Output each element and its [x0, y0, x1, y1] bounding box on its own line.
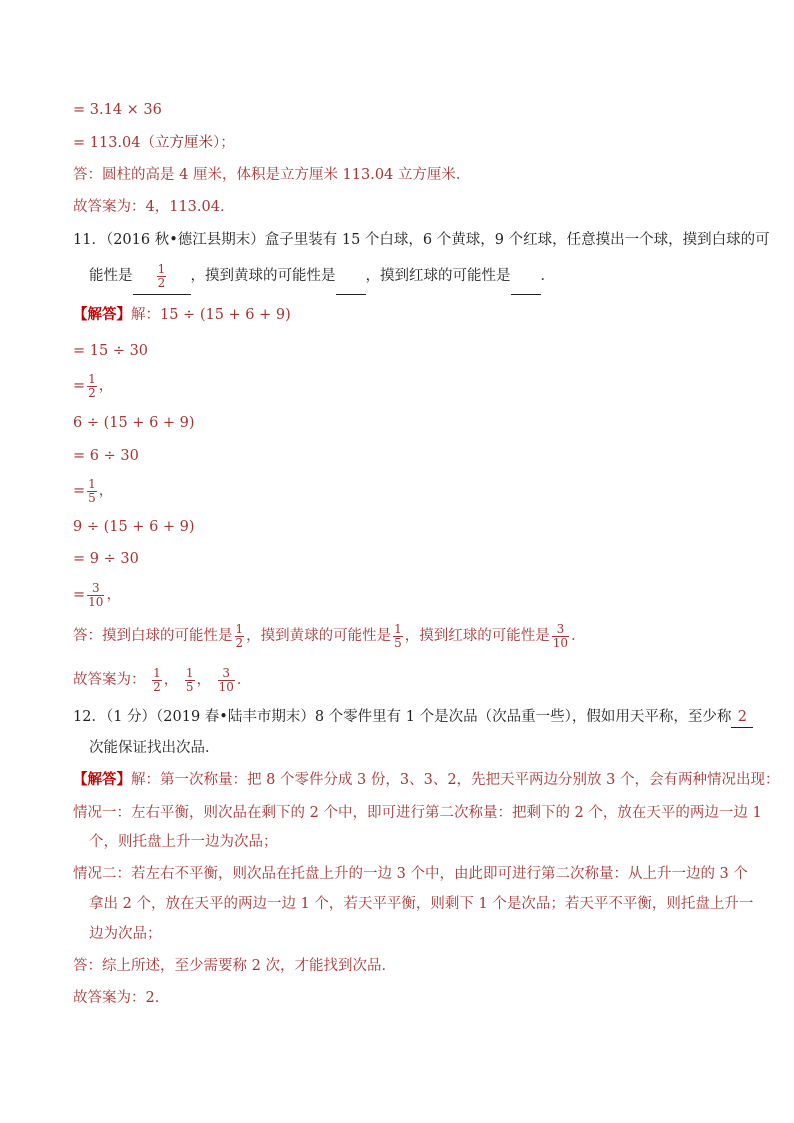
solution-12-line-4: 情况二：若左右不平衡，则次品在托盘上升的一边 3 个中，由此即可进行第二次称量：从上升一边的 3 个	[73, 866, 748, 882]
fraction-numerator: 3	[87, 582, 104, 596]
solution-11-line-1	[73, 305, 291, 325]
solution-12-line-3: 个，则托盘上升一边为次品；	[89, 834, 278, 850]
final-answer-12: 故答案为：2．	[73, 990, 170, 1006]
unit-text: 立方厘米	[155, 135, 213, 151]
final-answer-10: 故答案为：4，113.04．	[73, 199, 235, 215]
answer-text-3: ，摸到红球的可能性是	[404, 628, 550, 644]
fraction-denominator: 5	[88, 490, 96, 505]
separator: ，	[196, 672, 211, 688]
q11-text-2: ，摸到黄球的可能性是	[190, 268, 336, 284]
solution-11-line-3	[73, 368, 113, 404]
fraction-numerator: 3	[552, 623, 569, 637]
q11-blank-1	[133, 258, 191, 295]
equals-sign: =	[73, 587, 86, 603]
solution-11-line-9	[73, 577, 121, 613]
answer-fraction-1	[235, 623, 245, 650]
question-11-line-1: 11．（2016 秋•德江县期末）盒子里装有 15 个白球，6 个黄球，9 个红球，任意摸出一个球，摸到白球的可	[73, 232, 770, 248]
fraction-numerator: 1	[153, 665, 161, 680]
q11-text-4: ．	[540, 268, 555, 284]
solution-11-line-8: = 9 ÷ 30	[73, 551, 139, 567]
equals-sign: =	[73, 483, 86, 499]
solution-12-line-2: 情况一：左右平衡，则次品在剩下的 2 个中，即可进行第二次称量：把剩下的 2 个，放在天平的两边一边 1	[73, 805, 762, 821]
final-answer-end: ．	[236, 672, 252, 688]
fraction-denominator: 5	[394, 635, 402, 650]
comma: ，	[98, 483, 114, 499]
final-answer-label: 故答案为：	[73, 672, 146, 688]
comma: ，	[106, 587, 121, 603]
q11-text-3: ，摸到红球的可能性是	[365, 268, 511, 284]
answer-12: 答：综上所述，至少需要称 2 次，才能找到次品．	[73, 958, 396, 974]
fraction-numerator: 3	[218, 667, 235, 681]
final-fraction-1	[152, 667, 162, 694]
question-11-line-2	[89, 258, 555, 294]
calc-line-2-value: = 113.04（	[73, 135, 155, 151]
calc-line-2-end: ）；	[213, 135, 235, 151]
fraction-numerator: 1	[235, 621, 244, 636]
fraction-denominator: 2	[157, 275, 166, 290]
solution-tag: 【解答】	[73, 771, 131, 788]
fraction-numerator: 1	[185, 665, 194, 680]
q12-text: 12．（1 分）（2019 春•陆丰市期末）8 个零件里有 1 个是次品（次品重一些），假如用天平称，至少称	[73, 709, 732, 725]
solution-11-line-7: 9 ÷ (15 + 6 + 9)	[73, 519, 195, 535]
answer-text-1: 答：摸到白球的可能性是	[73, 628, 233, 644]
q11-blank-3	[511, 258, 541, 295]
solution-11-line-6	[73, 473, 113, 509]
fraction-denominator: 2	[88, 385, 96, 400]
answer-fraction-3	[552, 623, 569, 650]
answer-11	[73, 618, 586, 654]
solution-12-line-5: 拿出 2 个，放在天平的两边一边 1 个，若天平平衡，则剩下 1 个是次品；若天平不平衡，则托盘上升一	[89, 896, 754, 912]
fraction-denominator: 5	[185, 679, 194, 694]
solution-11-line-4: 6 ÷ (15 + 6 + 9)	[73, 415, 195, 431]
question-12-line-1	[73, 707, 753, 728]
question-12-line-2: 次能保证找出次品．	[89, 740, 220, 756]
solution-12-line-6: 边为次品；	[89, 926, 162, 942]
solution-12-text: 解：第一次称量：把 8 个零件分成 3 份，3、3、2，先把天平两边分别放 3 个，会有两种情况出现：	[131, 772, 780, 788]
comma: ，	[98, 378, 114, 394]
fraction-denominator: 10	[552, 635, 569, 650]
q11-blank-2	[336, 258, 366, 295]
q12-blank: 2	[731, 707, 753, 728]
answer-fraction-2	[393, 623, 403, 650]
solution-11-line-5: = 6 ÷ 30	[73, 448, 139, 464]
q11-fraction-1	[157, 263, 167, 290]
solution-11-text: 解：15 ÷ (15 + 6 + 9)	[131, 307, 291, 323]
fraction-denominator: 10	[218, 679, 234, 694]
final-answer-11	[73, 662, 251, 698]
q11-text-1: 能性是	[89, 268, 133, 284]
answer-text-2: ，摸到黄球的可能性是	[246, 628, 392, 644]
fraction-denominator: 2	[153, 679, 161, 694]
answer-end: ．	[571, 628, 586, 644]
fraction-numerator: 1	[88, 476, 96, 491]
equals-sign: =	[73, 378, 86, 394]
solution-tag: 【解答】	[73, 306, 131, 323]
fraction-numerator: 1	[157, 261, 166, 276]
fraction-denominator: 2	[235, 635, 244, 650]
fraction-numerator: 1	[88, 371, 96, 386]
answer-line-10: 答：圆柱的高是 4 厘米，体积是立方厘米 113.04 立方厘米．	[73, 167, 471, 183]
fraction-denominator: 10	[88, 594, 104, 609]
final-fraction-2	[185, 667, 195, 694]
calc-line-2	[73, 133, 235, 153]
separator: ，	[163, 672, 179, 688]
solution-12-line-1	[73, 770, 780, 790]
fraction-three-tenths	[87, 582, 104, 609]
calc-line-1: = 3.14 × 36	[73, 102, 162, 118]
solution-11-line-2: = 15 ÷ 30	[73, 343, 149, 359]
fraction-numerator: 1	[394, 621, 402, 636]
final-fraction-3	[218, 667, 235, 694]
fraction-one-half	[87, 373, 97, 400]
fraction-one-fifth	[87, 478, 97, 505]
